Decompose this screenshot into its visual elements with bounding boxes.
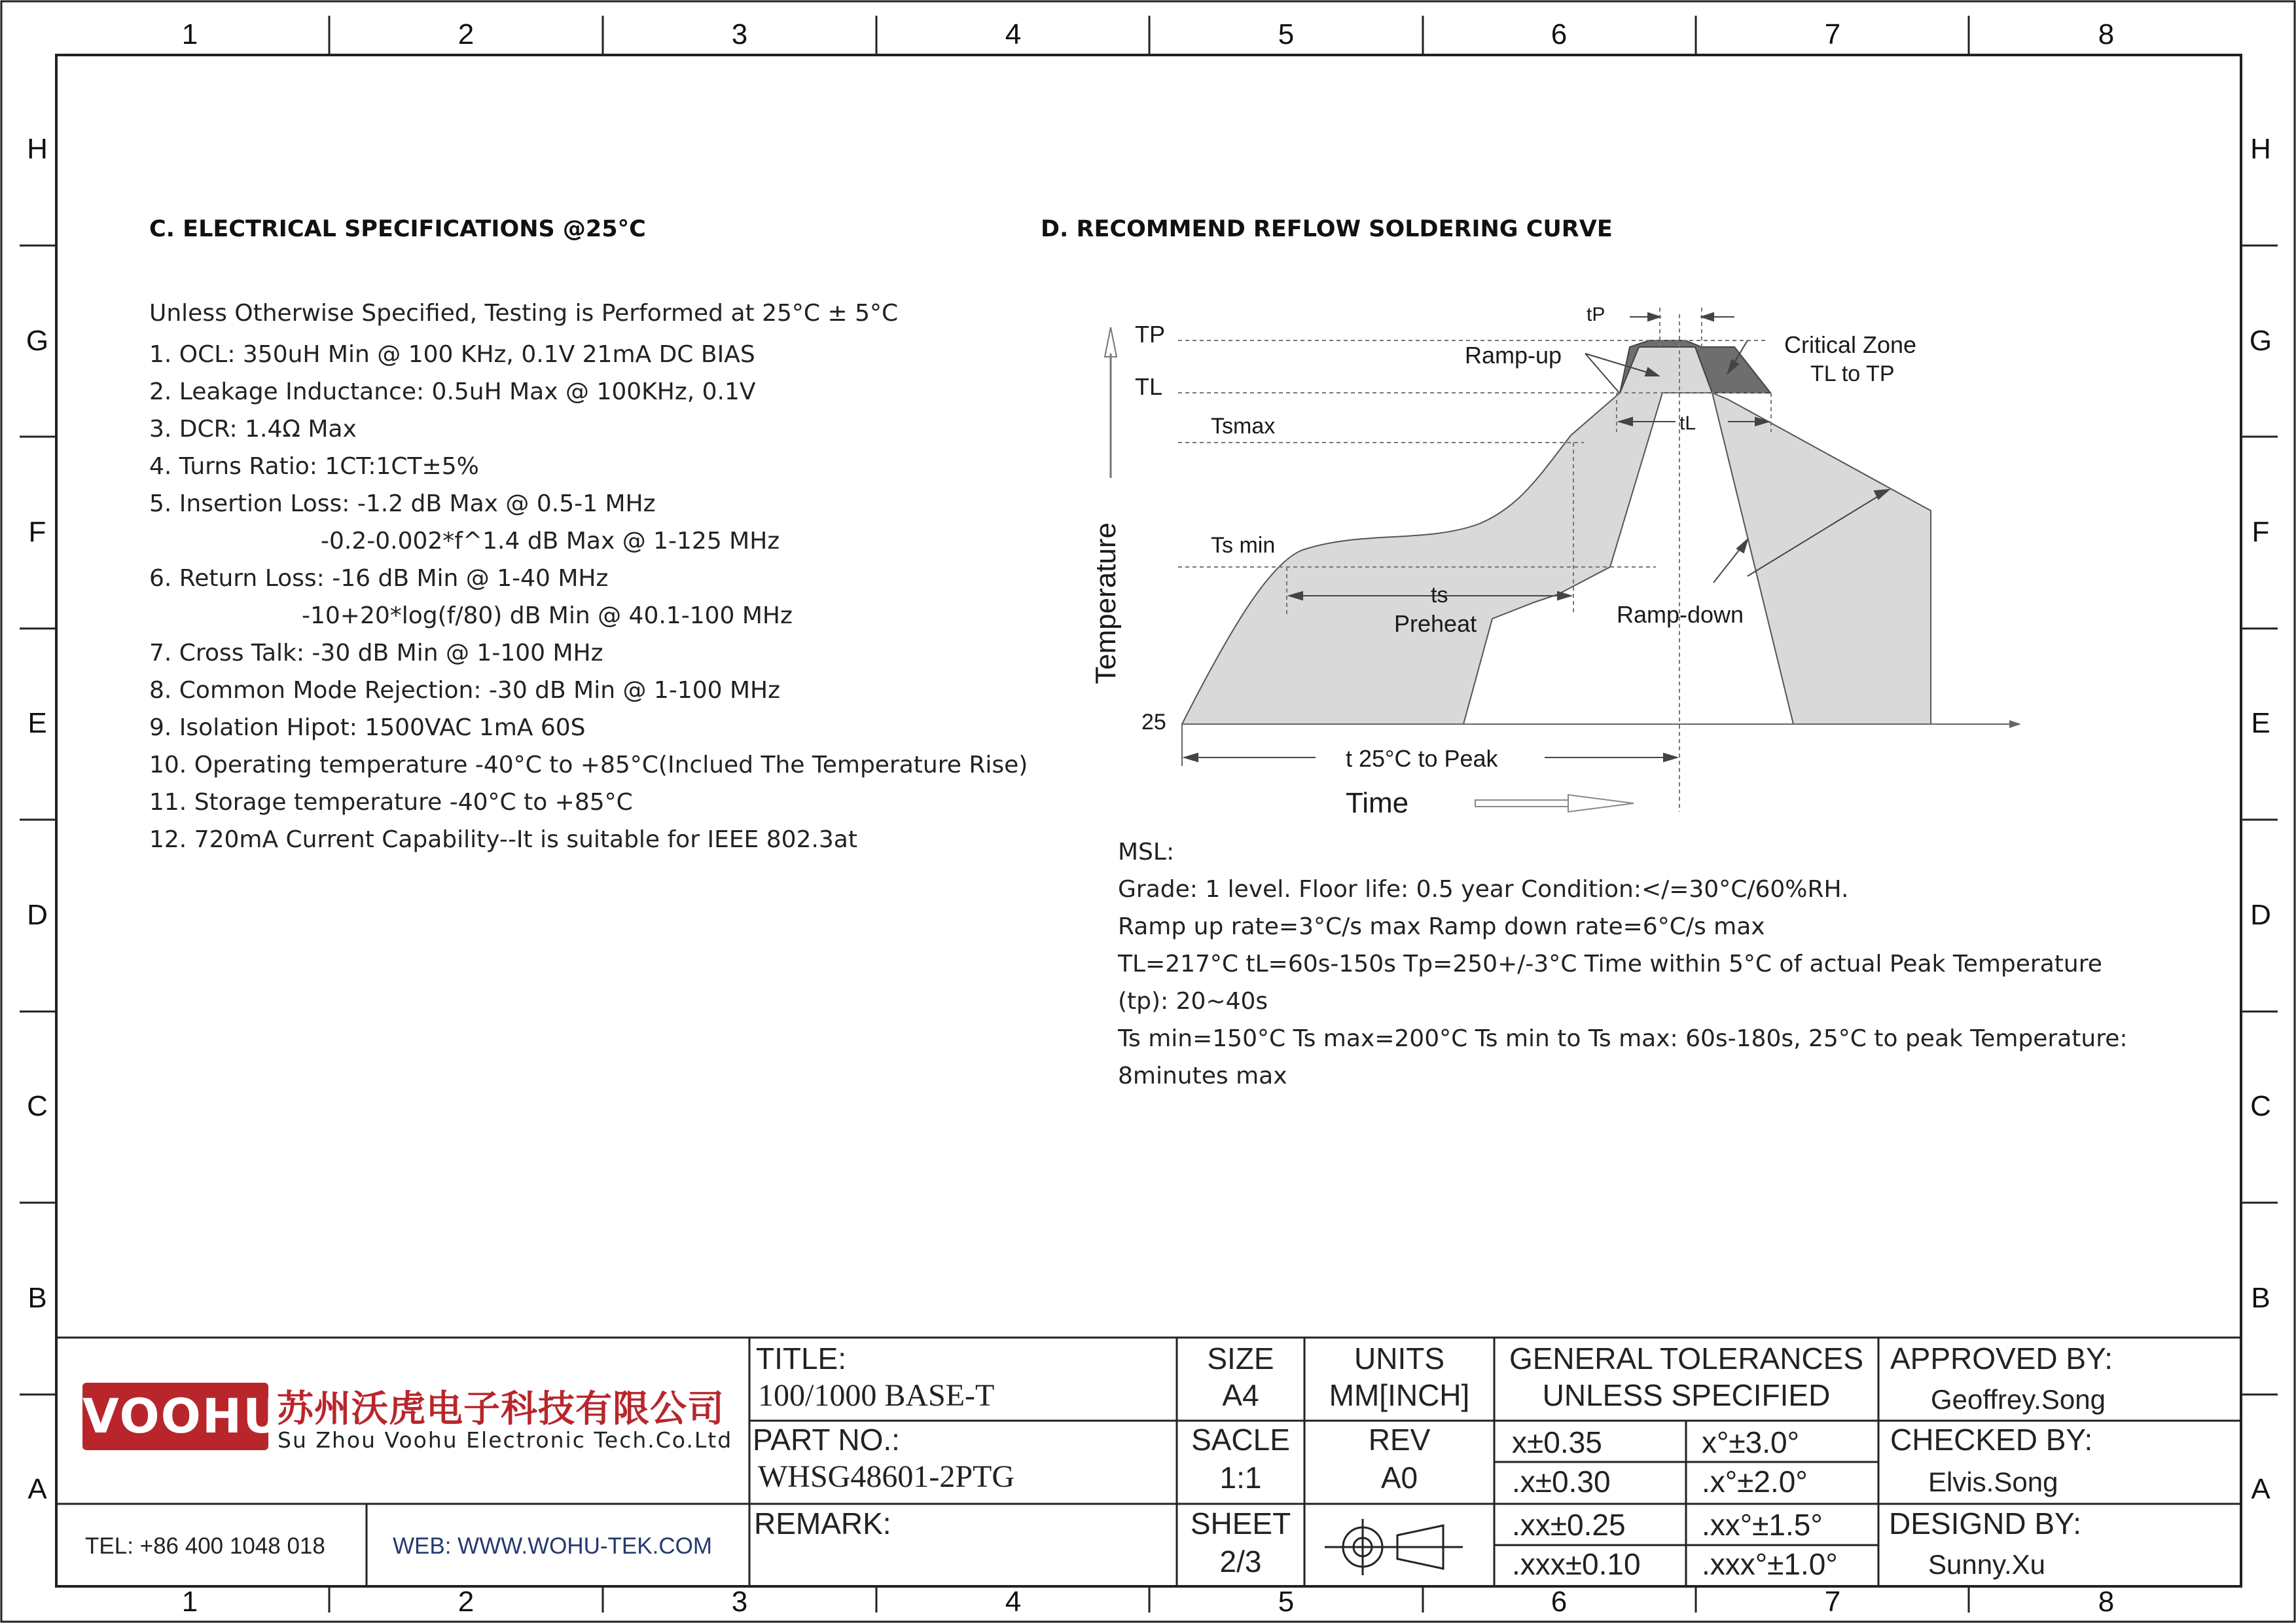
part-no-value: WHSG48601-2PTG	[758, 1459, 1014, 1494]
zone-col-7: 7	[1824, 18, 1841, 50]
spec-item: 4. Turns Ratio: 1CT:1CT±5%	[149, 453, 479, 480]
sheet-label: SHEET	[1190, 1506, 1291, 1541]
spec-item: -10+20*log(f/80) dB Min @ 40.1-100 MHz	[302, 602, 793, 629]
msl-line: TL=217°C tL=60s-150s Tp=250+/-3°C Time within 5°C of actual Peak Temperature	[1118, 951, 2102, 977]
spec-item: 7. Cross Talk: -30 dB Min @ 1-100 MHz	[149, 640, 603, 666]
zone-row-e: E	[27, 707, 47, 739]
spec-item: 3. DCR: 1.4Ω Max	[149, 416, 357, 443]
tolerance-angular: x°±3.0°	[1702, 1425, 1799, 1459]
checked-by-value: Elvis.Song	[1928, 1467, 2058, 1497]
zone-row-b-right: B	[2251, 1282, 2270, 1314]
zone-row-c-right: C	[2250, 1090, 2271, 1122]
spec-item: 10. Operating temperature -40°C to +85°C(Inclued The Temperature Rise)	[149, 752, 1028, 778]
tolerance-angular: .xx°±1.5°	[1702, 1508, 1823, 1542]
zone-col-3: 3	[731, 18, 748, 50]
reflow-profile-region	[1182, 347, 1931, 724]
msl-line: Ramp up rate=3°C/s max Ramp down rate=6°C/s max	[1118, 913, 1765, 940]
msl-line: MSL:	[1118, 839, 1175, 866]
zone-row-a-right: A	[2251, 1473, 2270, 1505]
company-logo-text: VOOHU	[82, 1389, 283, 1444]
tolerance-linear: .x±0.30	[1512, 1465, 1611, 1499]
scale-label: SACLE	[1191, 1423, 1290, 1457]
tolerance-linear: .xx±0.25	[1512, 1508, 1626, 1542]
checked-by-label: CHECKED BY:	[1890, 1423, 2093, 1457]
tolerance-linear: .xxx±0.10	[1512, 1547, 1641, 1581]
zone-row-h-right: H	[2250, 133, 2271, 165]
spec-item: 6. Return Loss: -16 dB Min @ 1-40 MHz	[149, 565, 609, 592]
spec-item: 9. Isolation Hipot: 1500VAC 1mA 60S	[149, 714, 586, 741]
preheat-label: Preheat	[1394, 610, 1477, 637]
tsmax-label: Tsmax	[1211, 414, 1276, 439]
tp-axis-label: TP	[1135, 321, 1166, 348]
zone-col-5: 5	[1278, 18, 1295, 50]
zone-row-f-right: F	[2251, 516, 2270, 548]
rev-label: REV	[1368, 1423, 1431, 1457]
zone-col-7-bottom: 7	[1824, 1586, 1841, 1618]
web-link[interactable]: WEB: WWW.WOHU-TEK.COM	[393, 1533, 712, 1559]
zone-row-h: H	[27, 133, 48, 165]
units-value: MM[INCH]	[1329, 1378, 1470, 1412]
zone-col-4-bottom: 4	[1005, 1586, 1022, 1618]
approved-by-value: Geoffrey.Song	[1931, 1384, 2106, 1415]
spec-item: 5. Insertion Loss: -1.2 dB Max @ 0.5-1 MHz	[149, 490, 656, 517]
designed-by-label: DESIGND BY:	[1889, 1506, 2081, 1541]
zone-col-3-bottom: 3	[731, 1586, 748, 1618]
part-no-label: PART NO.:	[753, 1423, 900, 1457]
zone-col-5-bottom: 5	[1278, 1586, 1295, 1618]
spec-item: 2. Leakage Inductance: 0.5uH Max @ 100KHz, 0.1V	[149, 378, 756, 405]
scale-value: 1:1	[1219, 1461, 1262, 1495]
zone-col-8: 8	[2098, 18, 2115, 50]
y-axis-label: Temperature	[1090, 522, 1122, 684]
tolerances-title: GENERAL TOLERANCES	[1509, 1341, 1864, 1376]
title-label: TITLE:	[756, 1341, 847, 1376]
msl-line: (tp): 20~40s	[1118, 988, 1268, 1015]
tsmin-label: Ts min	[1211, 533, 1276, 558]
zone-row-g-right: G	[2249, 325, 2272, 357]
spec-item: 11. Storage temperature -40°C to +85°C	[149, 789, 633, 816]
sheet-value: 2/3	[1219, 1544, 1262, 1578]
critical-zone-label: Critical Zone	[1784, 331, 1917, 358]
zone-row-e-right: E	[2251, 707, 2270, 739]
t25-to-peak-label: t 25°C to Peak	[1346, 745, 1498, 772]
company-name-en: Su Zhou Voohu Electronic Tech.Co.Ltd	[278, 1427, 733, 1453]
zone-row-g: G	[26, 325, 49, 357]
size-value: A4	[1222, 1378, 1259, 1412]
zone-col-2: 2	[457, 18, 475, 50]
zone-row-d: D	[27, 899, 48, 931]
spec-item: 1. OCL: 350uH Min @ 100 KHz, 0.1V 21mA DC BIAS	[149, 341, 755, 368]
critical-zone-range-label: TL to TP	[1810, 361, 1895, 386]
ts-time-label: ts	[1431, 583, 1448, 608]
rev-value: A0	[1380, 1461, 1418, 1495]
units-label: UNITS	[1354, 1341, 1444, 1376]
tolerance-linear: x±0.35	[1512, 1425, 1602, 1459]
electrical-spec-intro: Unless Otherwise Specified, Testing is Performed at 25°C ± 5°C	[149, 300, 899, 327]
msl-notes	[1118, 833, 2127, 1095]
electrical-spec-title: C. ELECTRICAL SPECIFICATIONS @25°C	[149, 216, 646, 242]
zone-col-4: 4	[1005, 18, 1022, 50]
spec-item: 8. Common Mode Rejection: -30 dB Min @ 1-100 MHz	[149, 677, 781, 704]
zone-row-a: A	[27, 1473, 47, 1505]
zone-row-b: B	[27, 1282, 47, 1314]
ramp-down-label: Ramp-down	[1617, 601, 1744, 628]
spec-item: 12. 720mA Current Capability--It is suitable for IEEE 802.3at	[149, 826, 857, 853]
tolerances-subtitle: UNLESS SPECIFIED	[1542, 1378, 1831, 1412]
msl-line: Ts min=150°C Ts max=200°C Ts min to Ts max: 60s-180s, 25°C to peak Temperature:	[1118, 1025, 2128, 1052]
msl-line: 8minutes max	[1118, 1063, 1287, 1089]
zone-col-1-bottom: 1	[181, 1586, 198, 1618]
spec-item: -0.2-0.002*f^1.4 dB Max @ 1-125 MHz	[321, 528, 780, 555]
zone-row-c: C	[27, 1090, 48, 1122]
tl-axis-label: TL	[1135, 373, 1163, 400]
company-name-cn: 苏州沃虎电子科技有限公司	[277, 1388, 725, 1431]
zone-col-1: 1	[181, 18, 198, 50]
zone-row-d-right: D	[2250, 899, 2271, 931]
designed-by-value: Sunny.Xu	[1928, 1549, 2046, 1580]
zone-col-6: 6	[1551, 18, 1568, 50]
msl-line: Grade: 1 level. Floor life: 0.5 year Condition:</=30°C/60%RH.	[1118, 876, 1849, 903]
zone-row-f: F	[28, 516, 46, 548]
tolerance-angular: .x°±2.0°	[1702, 1465, 1808, 1499]
zone-col-6-bottom: 6	[1551, 1586, 1568, 1618]
tolerance-angular: .xxx°±1.0°	[1702, 1547, 1838, 1581]
zone-col-8-bottom: 8	[2098, 1586, 2115, 1618]
remark-label: REMARK:	[754, 1506, 891, 1541]
t25-label: 25	[1141, 710, 1166, 735]
ramp-up-label: Ramp-up	[1465, 342, 1562, 369]
reflow-curve-title: D. RECOMMEND REFLOW SOLDERING CURVE	[1041, 216, 1613, 242]
tel-text: TEL: +86 400 1048 018	[85, 1533, 325, 1559]
approved-by-label: APPROVED BY:	[1890, 1341, 2113, 1376]
size-label: SIZE	[1207, 1341, 1274, 1376]
tp-time-label: tP	[1587, 304, 1605, 325]
tl-time-label: tL	[1679, 412, 1696, 434]
zone-col-2-bottom: 2	[457, 1586, 475, 1618]
title-value: 100/1000 BASE-T	[758, 1378, 995, 1413]
x-axis-label: Time	[1346, 787, 1409, 819]
